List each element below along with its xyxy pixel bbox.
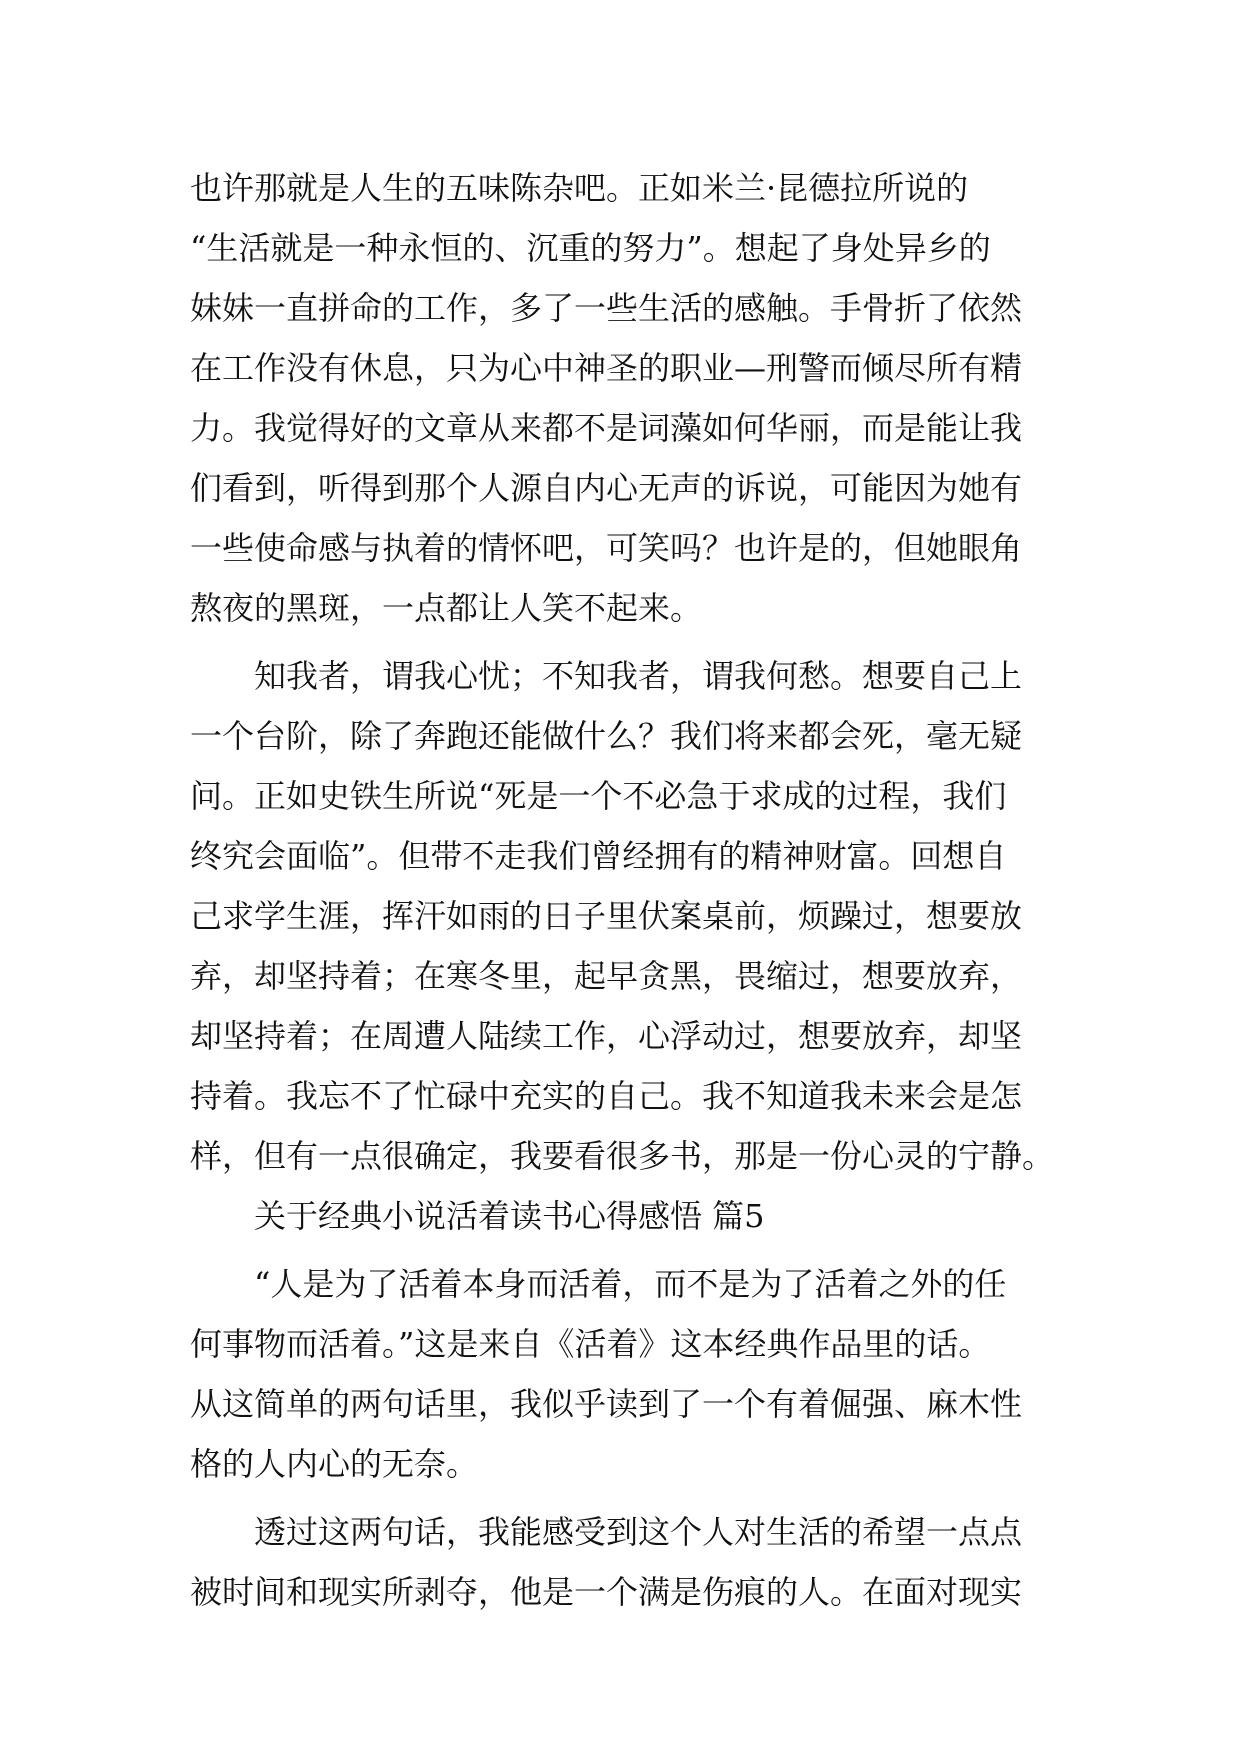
section-title: 关于经典小说活着读书心得感悟 篇5 bbox=[190, 1197, 765, 1235]
text-line: 透过这两句话，我能感受到这个人对生活的希望一点点 bbox=[190, 1513, 1023, 1551]
text-line: 妹妹一直拼命的工作，多了一些生活的感触。手骨折了依然 bbox=[190, 289, 1023, 327]
text-line: 何事物而活着。”这是来自《活着》这本经典作品里的话。 bbox=[190, 1325, 991, 1363]
text-line: 却坚持着；在周遭人陆续工作，心浮动过，想要放弃，却坚 bbox=[190, 1017, 1023, 1055]
text-line: 终究会面临”。但带不走我们曾经拥有的精神财富。回想自 bbox=[190, 837, 1007, 875]
text-line: 熬夜的黑斑，一点都让人笑不起来。 bbox=[190, 589, 703, 627]
text-line: 持着。我忘不了忙碌中充实的自己。我不知道我未来会是怎 bbox=[190, 1077, 1023, 1115]
text-line: 从这简单的两句话里，我似乎读到了一个有着倔强、麻木性 bbox=[190, 1385, 1023, 1423]
text-line: 们看到，听得到那个人源自内心无声的诉说，可能因为她有 bbox=[190, 469, 1023, 507]
text-line: 弃，却坚持着；在寒冬里，起早贪黑，畏缩过，想要放弃， bbox=[190, 957, 1023, 995]
text-line: 知我者，谓我心忧；不知我者，谓我何愁。想要自己上 bbox=[190, 657, 1023, 695]
text-line: 样，但有一点很确定，我要看很多书，那是一份心灵的宁静。 bbox=[190, 1137, 1055, 1175]
document-body bbox=[190, 158, 1060, 1622]
text-line: “人是为了活着本身而活着，而不是为了活着之外的任 bbox=[190, 1265, 1007, 1303]
paragraph-persistence bbox=[190, 646, 1060, 1186]
text-line: 在工作没有休息，只为心中神圣的职业—刑警而倾尽所有精 bbox=[190, 349, 1023, 387]
text-line: 己求学生涯，挥汗如雨的日子里伏案桌前，烦躁过，想要放 bbox=[190, 897, 1023, 935]
text-line: 一个台阶，除了奔跑还能做什么？我们将来都会死，毫无疑 bbox=[190, 717, 1023, 755]
text-line: 格的人内心的无奈。 bbox=[190, 1445, 479, 1483]
section-heading bbox=[190, 1186, 1060, 1246]
paragraph-hope bbox=[190, 1502, 1060, 1622]
paragraph-quote bbox=[190, 1254, 1060, 1494]
text-line: 力。我觉得好的文章从来都不是词藻如何华丽，而是能让我 bbox=[190, 409, 1023, 447]
text-line: “生活就是一种永恒的、沉重的努力”。想起了身处异乡的 bbox=[190, 229, 991, 267]
text-line: 也许那就是人生的五味陈杂吧。正如米兰·昆德拉所说的 bbox=[190, 169, 969, 207]
paragraph-life-flavors bbox=[190, 158, 1060, 638]
text-line: 问。正如史铁生所说“死是一个不必急于求成的过程，我们 bbox=[190, 777, 1007, 815]
text-line: 一些使命感与执着的情怀吧，可笑吗？也许是的，但她眼角 bbox=[190, 529, 1023, 567]
text-line: 被时间和现实所剥夺，他是一个满是伤痕的人。在面对现实 bbox=[190, 1573, 1023, 1611]
